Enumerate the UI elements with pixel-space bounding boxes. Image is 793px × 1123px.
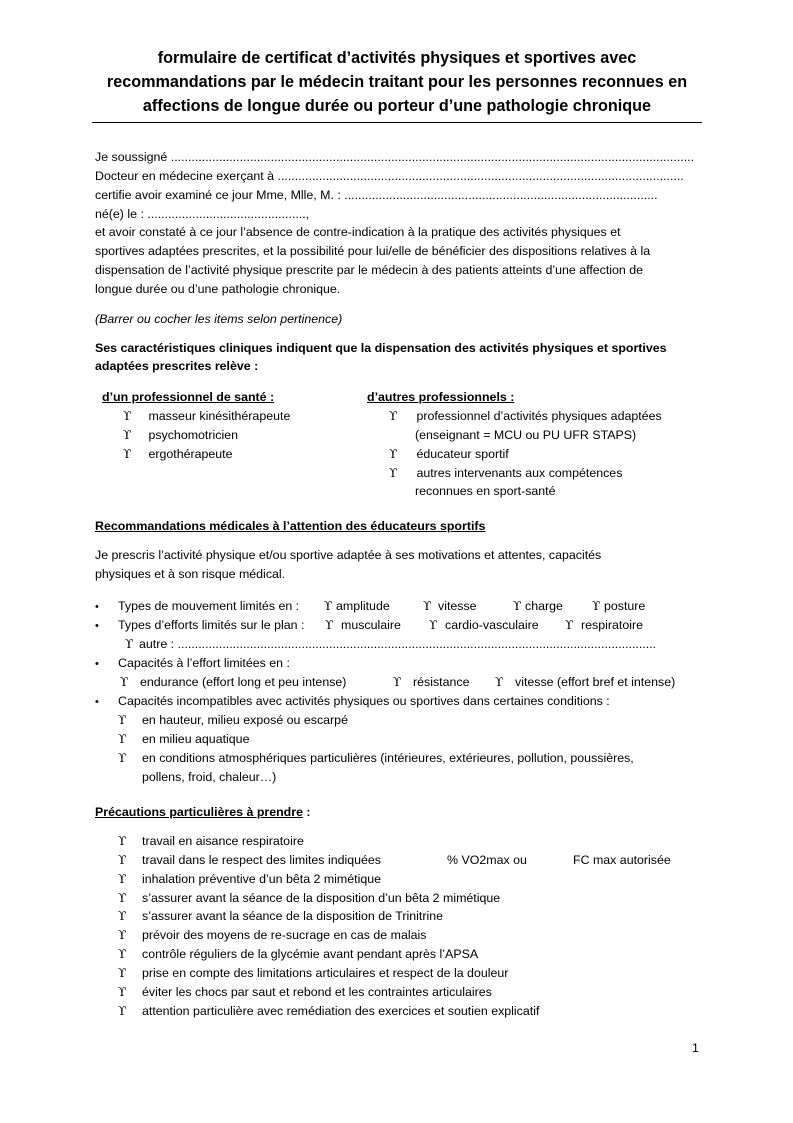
option-label: cardio-vasculaire xyxy=(445,618,539,632)
checkbox-symbol-icon[interactable]: ϒ xyxy=(389,466,398,480)
precaution-item[interactable] xyxy=(118,947,478,961)
option-label: vitesse xyxy=(438,599,477,613)
checkbox-symbol-icon[interactable]: ϒ xyxy=(118,985,127,999)
title-line-3: affections de longue durée ou porteur d’une pathologie chronique xyxy=(142,97,652,115)
checkbox-symbol-icon[interactable]: ϒ xyxy=(118,732,127,746)
precautions-heading-text: Précautions particulières à prendre xyxy=(95,805,303,819)
precaution-item[interactable] xyxy=(118,853,381,867)
precaution-label: attention particulière avec remédiation des exercices et soutien explicatif xyxy=(142,1004,540,1018)
checkbox-symbol-icon[interactable]: ϒ xyxy=(118,853,127,867)
precaution-label: s’assurer avant la séance de la disposition d’un bêta 2 mimétique xyxy=(142,891,501,905)
precaution-item[interactable] xyxy=(118,872,381,886)
checkbox-symbol-icon[interactable]: ϒ xyxy=(118,751,127,765)
checkbox-symbol-icon[interactable]: ϒ xyxy=(118,909,127,923)
precaution-item[interactable] xyxy=(118,928,426,942)
option-hauteur[interactable] xyxy=(118,713,348,727)
checkbox-symbol-icon[interactable]: ϒ xyxy=(429,618,438,632)
option-label: charge xyxy=(525,599,563,613)
option-vitesse-effort[interactable] xyxy=(495,675,675,689)
checkbox-symbol-icon[interactable]: ϒ xyxy=(513,599,522,613)
checkbox-symbol-icon[interactable]: ϒ xyxy=(592,599,601,613)
option-label: masseur kinésithérapeute xyxy=(148,409,291,423)
option-posture[interactable] xyxy=(592,599,645,613)
vo2max-field[interactable]: % VO2max ou xyxy=(447,853,527,867)
option-autres-intervenants[interactable] xyxy=(389,466,622,480)
option-endurance[interactable] xyxy=(120,675,346,689)
clinical-heading-line-2: adaptées prescrites relève : xyxy=(95,359,259,373)
soussigne-field[interactable]: Je soussigné ........................................................................................................................................................ xyxy=(95,150,695,164)
option-label: en milieu aquatique xyxy=(142,732,250,746)
precaution-item[interactable] xyxy=(118,985,492,999)
instruction-note: (Barrer ou cocher les items selon pertinence) xyxy=(95,312,343,326)
checkbox-symbol-icon[interactable]: ϒ xyxy=(325,618,334,632)
option-psychomotricien[interactable] xyxy=(123,428,238,442)
checkbox-symbol-icon[interactable]: ϒ xyxy=(123,447,132,461)
precaution-item[interactable] xyxy=(118,834,304,848)
checkbox-symbol-icon[interactable]: ϒ xyxy=(125,637,134,651)
option-label: amplitude xyxy=(336,599,390,613)
prescription-intro-line-2: physiques et à son risque médical. xyxy=(95,567,286,581)
option-autres-intervenants-detail: reconnues en sport-santé xyxy=(415,484,556,498)
checkbox-symbol-icon[interactable]: ϒ xyxy=(118,872,127,886)
checkbox-symbol-icon[interactable]: ϒ xyxy=(389,447,398,461)
checkbox-symbol-icon[interactable]: ϒ xyxy=(123,409,132,423)
precaution-item[interactable] xyxy=(118,891,500,905)
title-divider xyxy=(92,122,702,123)
checkbox-symbol-icon[interactable]: ϒ xyxy=(118,713,127,727)
checkbox-symbol-icon[interactable]: ϒ xyxy=(118,1004,127,1018)
option-resistance[interactable] xyxy=(393,675,469,689)
checkbox-symbol-icon[interactable]: ϒ xyxy=(324,599,333,613)
bullet-icon: • xyxy=(95,601,99,613)
option-autre-effort[interactable] xyxy=(125,637,656,651)
attestation-line-4: longue durée ou d’une pathologie chronique. xyxy=(95,282,341,296)
checkbox-symbol-icon[interactable]: ϒ xyxy=(118,928,127,942)
precaution-label: travail dans le respect des limites indiquées xyxy=(142,853,381,867)
effort-limits-label: Types d’efforts limités sur le plan : xyxy=(118,618,305,632)
precaution-label: éviter les chocs par saut et rebond et les contraintes articulaires xyxy=(142,985,492,999)
checkbox-symbol-icon[interactable]: ϒ xyxy=(118,966,127,980)
precautions-heading: Précautions particulières à prendre : xyxy=(95,805,311,819)
option-label: professionnel d’activités physiques adaptées xyxy=(416,409,662,423)
option-label: posture xyxy=(604,599,646,613)
health-professional-title: d’un professionnel de santé : xyxy=(102,390,275,404)
option-vitesse[interactable] xyxy=(423,599,477,613)
title-line-2: recommandations par le médecin traitant pour les personnes reconnues en xyxy=(106,73,688,91)
option-label: musculaire xyxy=(341,618,401,632)
checkbox-symbol-icon[interactable]: ϒ xyxy=(123,428,132,442)
option-label: endurance (effort long et peu intense) xyxy=(140,675,347,689)
page-number: 1 xyxy=(692,1041,699,1055)
checkbox-symbol-icon[interactable]: ϒ xyxy=(118,947,127,961)
patient-name-field[interactable]: certifie avoir examiné ce jour Mme, Mlle, M. : ........................................................................................... xyxy=(95,188,658,202)
recommendations-heading: Recommandations médicales à l’attention des éducateurs sportifs xyxy=(95,519,486,533)
option-label: vitesse (effort bref et intense) xyxy=(515,675,676,689)
bullet-icon: • xyxy=(95,658,99,670)
option-conditions-detail: pollens, froid, chaleur…) xyxy=(142,770,277,784)
checkbox-symbol-icon[interactable]: ϒ xyxy=(120,675,129,689)
option-apa-professional[interactable] xyxy=(389,409,662,423)
checkbox-symbol-icon[interactable]: ϒ xyxy=(389,409,398,423)
attestation-line-3: dispensation de l’activité physique prescrite par le médecin à des patients atteints d’une affection de xyxy=(95,263,644,277)
option-label: ergothérapeute xyxy=(148,447,233,461)
birthdate-field[interactable]: né(e) le : .............................................., xyxy=(95,207,310,221)
precaution-label: inhalation préventive d’un bêta 2 mimétique xyxy=(142,872,382,886)
checkbox-symbol-icon[interactable]: ϒ xyxy=(118,891,127,905)
option-conditions-atmospheriques[interactable] xyxy=(118,751,634,765)
option-label: éducateur sportif xyxy=(416,447,509,461)
precaution-item[interactable] xyxy=(118,909,443,923)
checkbox-symbol-icon[interactable]: ϒ xyxy=(565,618,574,632)
clinical-heading-line-1: Ses caractéristiques cliniques indiquent que la dispensation des activités physiques et sportives xyxy=(95,341,667,355)
capacity-limits-label: Capacités à l’effort limitées en : xyxy=(118,656,290,670)
precaution-item[interactable] xyxy=(118,1004,539,1018)
precaution-label: prévoir des moyens de re-sucrage en cas de malais xyxy=(142,928,427,942)
option-label: résistance xyxy=(413,675,470,689)
option-label: respiratoire xyxy=(581,618,643,632)
document-title xyxy=(92,46,702,118)
option-musculaire[interactable] xyxy=(325,618,401,632)
option-cardio-vasculaire[interactable] xyxy=(429,618,539,632)
precaution-label: prise en compte des limitations articulaires et respect de la douleur xyxy=(142,966,509,980)
exercant-field[interactable]: Docteur en médecine exerçant à ...................................................................................................................... xyxy=(95,169,684,183)
precaution-label: contrôle réguliers de la glycémie avant pendant après l’APSA xyxy=(142,947,479,961)
incompatible-capacities-label: Capacités incompatibles avec activités physiques ou sportives dans certaines conditions : xyxy=(118,694,610,708)
attestation-line-1: et avoir constaté à ce jour l’absence de contre-indication à la pratique des activités physiques et xyxy=(95,225,621,239)
option-charge[interactable] xyxy=(513,599,563,613)
option-label: psychomotricien xyxy=(148,428,238,442)
autre-effort-field[interactable]: autre : ........................................................................................................................................... xyxy=(139,637,657,651)
bullet-icon: • xyxy=(95,696,99,708)
checkbox-symbol-icon[interactable]: ϒ xyxy=(118,834,127,848)
precaution-label: travail en aisance respiratoire xyxy=(142,834,304,848)
bullet-icon: • xyxy=(95,620,99,632)
option-label: en hauteur, milieu exposé ou escarpé xyxy=(142,713,348,727)
option-amplitude[interactable] xyxy=(324,599,390,613)
checkbox-symbol-icon[interactable]: ϒ xyxy=(495,675,504,689)
fcmax-field[interactable]: FC max autorisée xyxy=(573,853,671,867)
title-line-1: formulaire de certificat d’activités physiques et sportives avec xyxy=(157,49,637,67)
option-masseur[interactable] xyxy=(123,409,290,423)
other-professionals-title: d’autres professionnels : xyxy=(367,390,515,404)
prescription-intro-line-1: Je prescris l’activité physique et/ou sportive adaptée à ses motivations et attentes, capacités xyxy=(95,548,602,562)
attestation-line-2: sportives adaptées prescrites, et la possibilité pour lui/elle de bénéficier des dispositions relatives à la xyxy=(95,244,651,258)
option-respiratoire[interactable] xyxy=(565,618,643,632)
checkbox-symbol-icon[interactable]: ϒ xyxy=(423,599,432,613)
precaution-label: s’assurer avant la séance de la disposition de Trinitrine xyxy=(142,909,443,923)
option-ergotherapeute[interactable] xyxy=(123,447,233,461)
option-educateur-sportif[interactable] xyxy=(389,447,509,461)
movement-limits-label: Types de mouvement limités en : xyxy=(118,599,300,613)
option-apa-professional-detail: (enseignant = MCU ou PU UFR STAPS) xyxy=(415,428,637,442)
option-label: autres intervenants aux compétences xyxy=(416,466,623,480)
option-milieu-aquatique[interactable] xyxy=(118,732,249,746)
checkbox-symbol-icon[interactable]: ϒ xyxy=(393,675,402,689)
precaution-item[interactable] xyxy=(118,966,508,980)
option-label: en conditions atmosphériques particulières (intérieures, extérieures, pollution, poussières, xyxy=(142,751,634,765)
